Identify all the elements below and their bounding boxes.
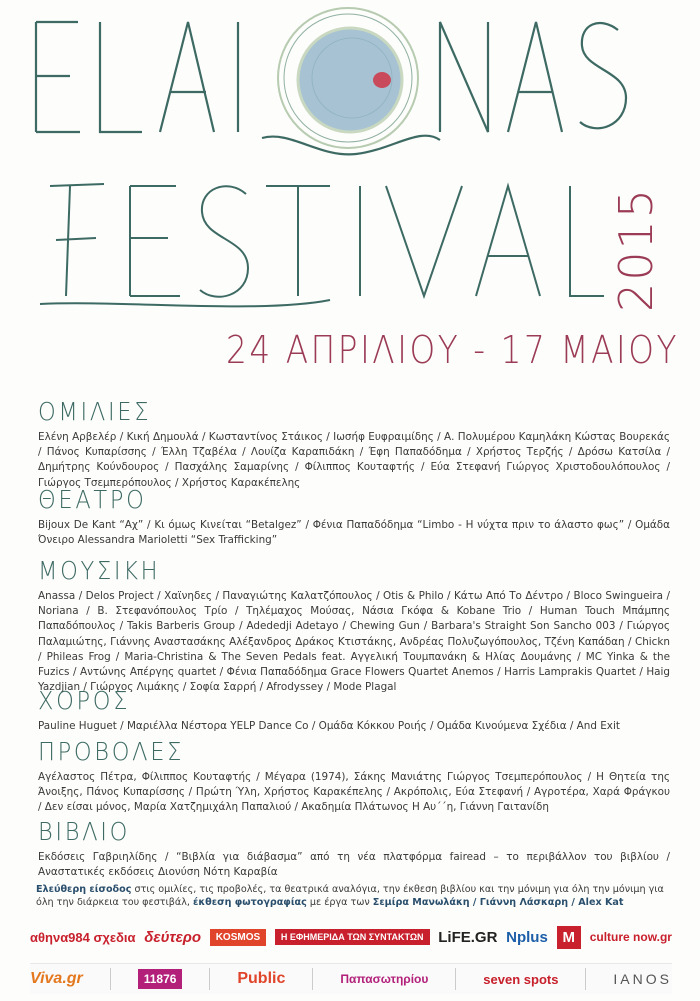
section-body-theatre: Bijoux De Kant “Αχ” / Κι όμως Κινείται “Betalgez” / Φένια Παπαδόδημα “Limbo - Η νύχτα πριν το άλαστο φως” / Ομάδα Όνειρο Alessandra Marioletti “Sex Trafficking” <box>38 519 670 547</box>
sponsor-logo: Public <box>237 970 286 987</box>
free-entry-text: στις ομιλίες, τις προβολές, τα θεατρικά αναλόγια, την έκθεση βιβλίου και την μόνιμη για όλη την μόνιμη για όλη την διάρκεια του φεστιβάλ, <box>36 884 664 908</box>
section-title-book: ΒΙΒΛΙΟ <box>38 817 131 846</box>
divider <box>312 968 313 990</box>
section-dance <box>38 687 670 734</box>
photo-exhibition-label: έκθεση φωτογραφίας <box>193 897 307 908</box>
sponsor-logo: αθηνα984 σχεδια <box>30 929 136 945</box>
photographers: Σεμίρα Μανωλάκη / Γιάννη Λάσκαρη / Alex Kat <box>372 897 624 908</box>
sponsor-logo: Nplus <box>506 928 548 946</box>
section-title-theatre: ΘΕΑΤΡΟ <box>38 485 147 514</box>
sponsors-row-2 <box>30 963 672 994</box>
section-body-dance: Pauline Huguet / Μαριέλλα Νέστορα YELP Dance Co / Ομάδα Κόκκου Ροιής / Ομάδα Κινούμενα Σχέδια / And Exit <box>38 720 620 732</box>
sponsor-logo: Η ΕΦΗΜΕΡΙΔΑ ΤΩΝ ΣΥΝΤΑΚΤΩΝ <box>275 929 430 945</box>
festival-logo-graphic <box>0 0 700 330</box>
sponsor-logo: Viva.gr <box>30 970 83 987</box>
sponsor-logo: Παπασωτηρίου <box>340 972 429 986</box>
logo-circle <box>278 8 418 148</box>
section-book <box>38 818 670 880</box>
sponsor-logo: M <box>557 926 582 949</box>
section-body-screenings: Αγέλαστος Πέτρα, Φίλιππος Κουταφτής / Μέγαρα (1974), Σάκης Μανιάτης Γιώργος Τσεμπερόπουλος / Η Θητεία της Άνοιξης, Πάνος Κυπαρίσσης / Πρώτη Ύλη, Χρήστος Καρακέπελης / Ακρόπολις, Εύα Στεφανή / Αγροτέρα, Χαρά Φράγκου / Δεν είσαι μόνος, Μαρία Χατζημιχάλη Παπαλιού / Ακαδημία Πλάτωνος Η Αυ΄΄η, Γιάννη Γαιτανίδη <box>38 771 670 814</box>
sponsors-row-1 <box>30 922 672 952</box>
sponsor-logo: 11876 <box>138 969 183 989</box>
sponsor-logo: culture now.gr <box>589 930 672 944</box>
divider <box>455 968 456 990</box>
festival-dates: 24 ΑΠΡΙΛΙΟΥ - 17 ΜΑΙΟΥ <box>226 328 680 372</box>
year-graphic <box>606 178 666 318</box>
festival-year: 2015 <box>609 186 663 312</box>
section-title-music: ΜΟΥΣΙΚΗ <box>38 556 161 585</box>
sponsor-logo: seven spots <box>483 971 559 987</box>
section-body-talks: Ελένη Αρβελέρ / Κική Δημουλά / Κωσταντίνος Στάικος / Ιωσήφ Ευφραιμίδης / Α. Πολυμέρου Καμηλάκη Κώστας Βουρεκάς / Πάνος Κυπαρίσσης / Έλλη Τζαβέλα / Λουίζα Καραπιδάκη / Έφη Παπαδόδημα / Χρήστος Τερζής / Δρόσω Κατσίλα / Δημήτρης Κούνδουρος / Πασχάλης Σαμαρίνης / Φίλιππος Κουταφτής / Εύα Στεφανή Γιώργος Χριστοδουλόπουλος / Γιώργος Τσεμπερόπουλος / Χρήστος Καρακέπελης <box>38 431 670 489</box>
free-entry-note <box>36 883 668 909</box>
section-title-talks: ΟΜΙΛΙΕΣ <box>38 397 152 426</box>
sponsor-logo: LiFE.GR <box>438 928 498 946</box>
divider <box>209 968 210 990</box>
section-title-screenings: ΠΡΟΒΟΛΕΣ <box>38 737 185 766</box>
section-music <box>38 557 670 695</box>
free-entry-lead: Ελεύθερη είσοδος <box>36 884 132 895</box>
divider <box>585 968 586 990</box>
section-talks <box>38 398 670 491</box>
sponsor-logo: IANOS <box>613 971 672 987</box>
logo-letters-line2 <box>40 184 604 306</box>
section-title-dance: ΧΟΡΟΣ <box>38 686 131 715</box>
section-body-book: Εκδόσεις Γαβριηλίδης / “Βιβλία για διάβασμα” από τη νέα πλατφόρμα fairead – το περιβάλλον του βιβλίου / Αναστατικές εκδόσεις Διονύση Νότη Καραβία <box>38 851 670 879</box>
section-theatre <box>38 486 670 548</box>
sponsor-logo: KOSMOS <box>210 929 266 946</box>
section-body-music: Anassa / Delos Project / Χαϊνηδες / Παναγιώτης Καλατζόπουλος / Otis & Philo / Κάτω Από Το Δέντρο / Bloco Swingueira / Noriana / Β. Στεφανόπουλος Τρίο / Τηλέμαχος Μούσας, Νάσια Γκόφα & Kobane Trio / Human Touch Μπάμπης Παπαδόπουλος / Takis Barberis Group / Adededji Adetayo / Chewing Gun / Barbara's Straight Son Sancho 003 / Γιώργος Παλαμιώτης, Γιάννης Αναστασάκης Αλέξανδρος Δράκος Κτιστάκης, Ανδρέας Πολυζωγόπουλος, Τζένη Καπάδαη / Chickn / Phileas Frog / Maria-Christina & The Seven Pedals feat. Αγγελική Τουμπανάκη & Ηλίας Δουμάνης / MC Yinka & the Fuzics / Αντώνης Απέργης quartet / Φένια Παπαδόδημα Grace Flowers Quartet Anemos / Harris Lamprakis Quartet / Haig Yazdjian / Γιώργος Λιμάκης / Σοφία Σαρρή / Afrodyssey / Mode Plagal <box>38 590 670 694</box>
photo-exhibition-text: με έργα των <box>306 897 373 908</box>
section-screenings <box>38 738 670 816</box>
divider <box>110 968 111 990</box>
sponsor-logo: δεύτερο <box>144 928 201 946</box>
